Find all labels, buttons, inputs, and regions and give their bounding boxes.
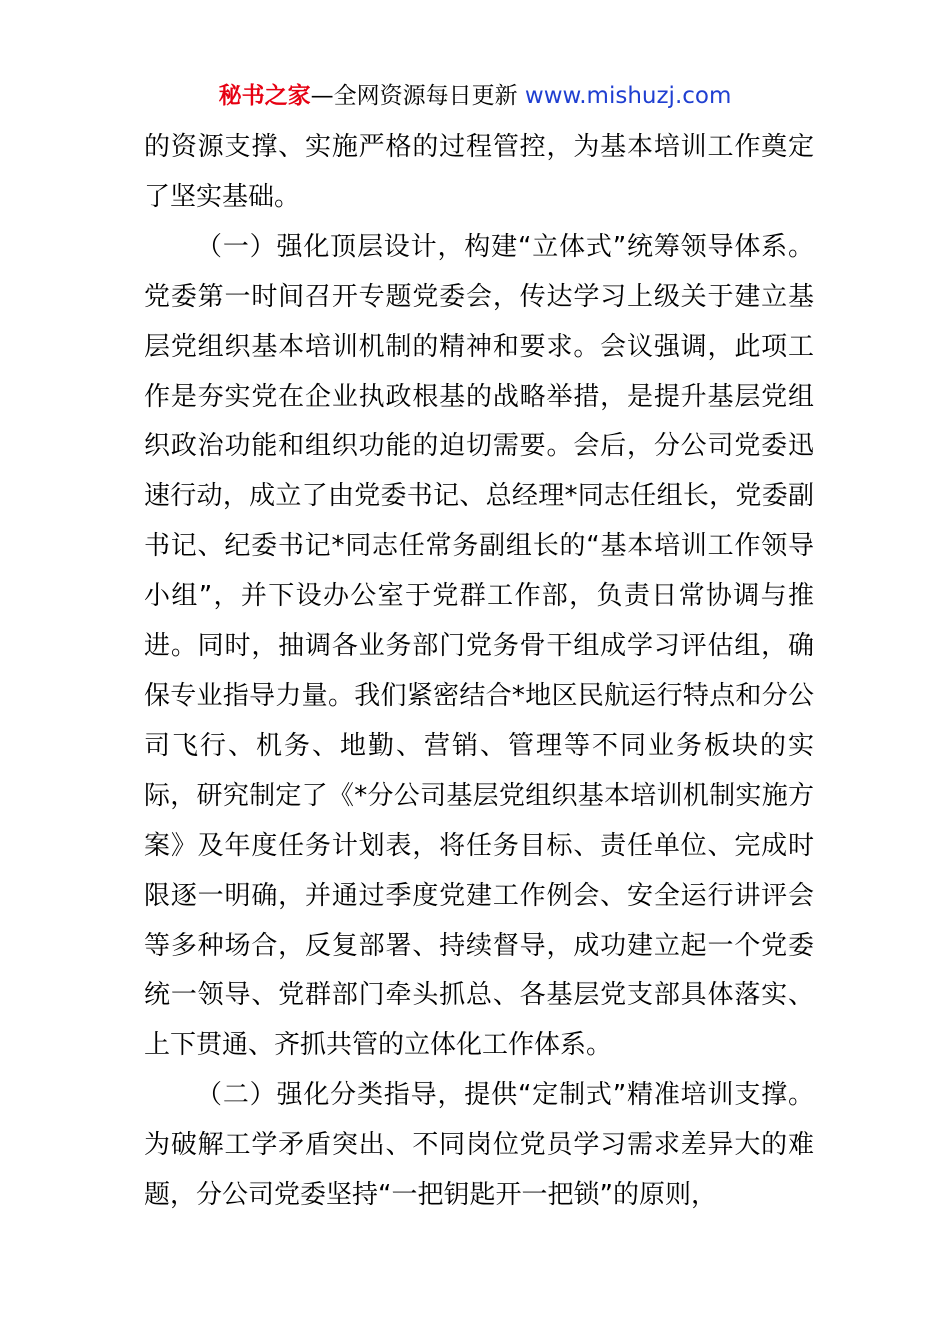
page-header <box>0 80 950 112</box>
paragraph-continuation: 的资源支撑、实施严格的过程管控，为基本培训工作奠定了坚实基础。 <box>144 132 814 212</box>
document-body <box>144 123 814 1221</box>
paragraph-section-one: （一）强化顶层设计，构建“立体式”统筹领导体系。党委第一时间召开专题党委会，传达学习上级关于建立基层党组织基本培训机制的精神和要求。会议强调，此项工作是夯实党在企业执政根基的战略举措，是提升基层党组织政治功能和组织功能的迫切需要。会后，分公司党委迅速行动，成立了由党委书记、总经理*同志任组长，党委副书记、纪委书记*同志任常务副组长的“基本培训工作领导小组”，并下设办公室于党群工作部，负责日常协调与推进。同时，抽调各业务部门党务骨干组成学习评估组，确保专业指导力量。我们紧密结合*地区民航运行特点和分公司飞行、机务、地勤、营销、管理等不同业务板块的实际，研究制定了《*分公司基层党组织基本培训机制实施方案》及年度任务计划表，将任务目标、责任单位、完成时限逐一明确，并通过季度党建工作例会、安全运行讲评会等多种场合，反复部署、持续督导，成功建立起一个党委统一领导、党群部门牵头抓总、各基层党支部具体落实、上下贯通、齐抓共管的立体化工作体系。 <box>144 231 814 1061</box>
site-url: www.mishuzj.com <box>524 83 732 109</box>
paragraph-section-two: （二）强化分类指导，提供“定制式”精准培训支撑。为破解工学矛盾突出、不同岗位党员学习需求差异大的难题，分公司党委坚持“一把钥匙开一把锁”的原则， <box>144 1080 814 1211</box>
site-brand: 秘书之家 <box>218 83 311 109</box>
site-tagline: —全网资源每日更新 <box>310 83 525 109</box>
